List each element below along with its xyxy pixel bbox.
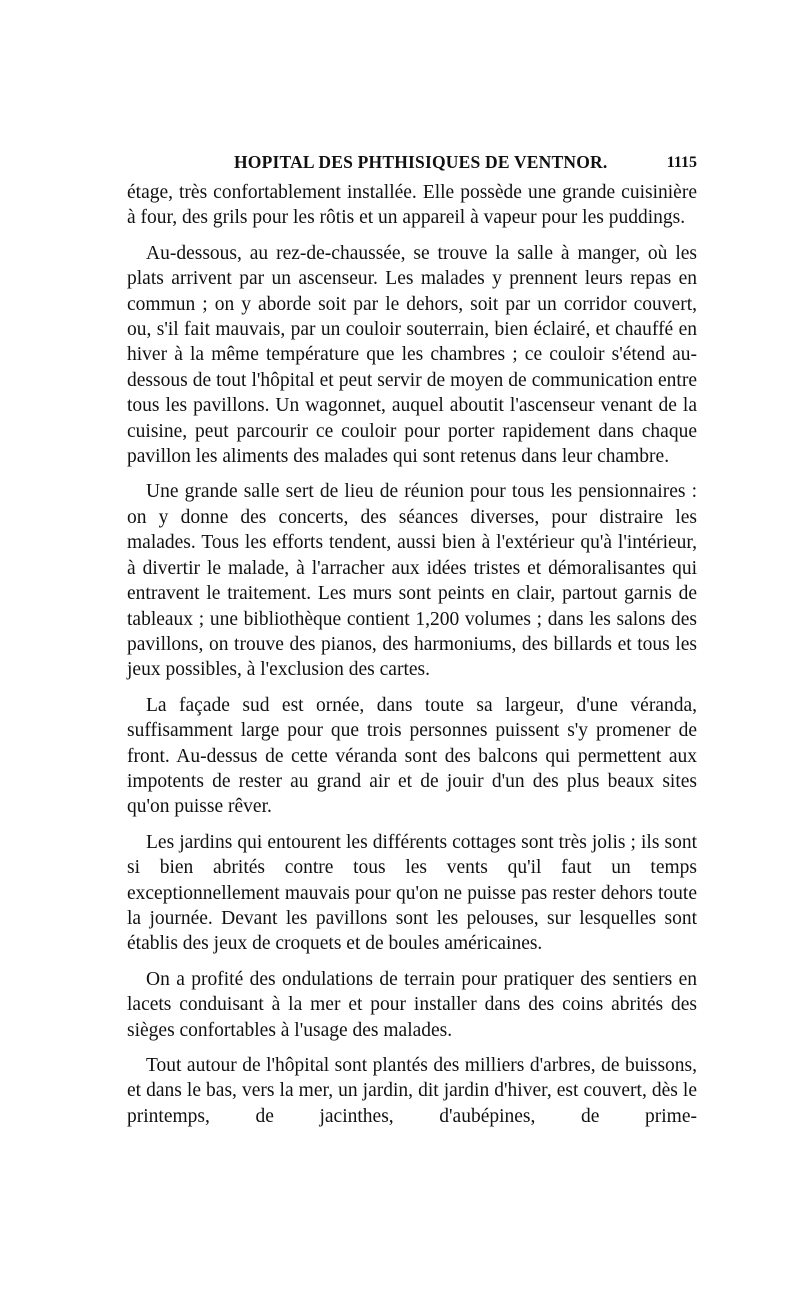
paragraph-dining-room: Au-dessous, au rez-de-chaussée, se trouve la salle à manger, où les plats arrivent par un ascenseur. Les malades y prennent leurs repas en commun ; on y aborde soit par le dehors, soit par un corridor couvert, ou, s'il fait mauvais, par un couloir souterrain, bien éclairé, et chauffé en hiver à la même température que les chambres ; ce couloir s'étend au-dessous de tout l'hôpital et peut servir de moyen de communication entre tous les pavillons. Un wagonnet, auquel aboutit l'ascenseur venant de la cuisine, peut parcourir ce couloir pour porter rapidement dans chaque pavillon les aliments des malades qui sont retenus dans leur chambre. [127,242,697,468]
body-text [127,180,697,1139]
running-title: HOPITAL DES PHTHISIQUES DE VENTNOR. [234,152,608,172]
paragraph-veranda: La façade sud est ornée, dans toute sa largeur, d'une véranda, suffisamment large pour que trois personnes puissent s'y promener de front. Au-dessus de cette véranda sont des balcons qui permettent aux impotents de rester au grand air et de jouir d'un des plus beaux sites qu'on puisse rêver. [127,694,697,818]
paragraph-meeting-hall: Une grande salle sert de lieu de réunion pour tous les pensionnaires : on y donne des concerts, des séances diverses, pour distraire les malades. Tous les efforts tendent, aussi bien à l'extérieur qu'à l'intérieur, à divertir le malade, à l'arracher aux idées tristes et démoralisantes qui entravent le traitement. Les murs sont peints en clair, partout garnis de tableaux ; une bibliothèque contient 1,200 volumes ; dans les salons des pavillons, on trouve des pianos, des harmoniums, des billards et tous les jeux possibles, à l'exclusion des cartes. [127,481,697,681]
running-head [127,148,697,178]
paragraph-paths: On a profité des ondulations de terrain pour pratiquer des sentiers en lacets conduisant à la mer et pour installer dans des coins abrités des sièges confortables à l'usage des malades. [127,968,697,1041]
page-number: 1115 [666,154,697,171]
paragraph-kitchen-continued: étage, très confortablement installée. Elle possède une grande cuisinière à four, des grils pour les rôtis et un appareil à vapeur pour les puddings. [127,182,697,229]
paragraph-trees: Tout autour de l'hôpital sont plantés des milliers d'arbres, de buissons, et dans le bas, vers la mer, un jardin, dit jardin d'hiver, est couvert, dès le printemps, de jacinthes, d'aubépines, de prime- [127,1055,697,1127]
paragraph-gardens: Les jardins qui entourent les différents cottages sont très jolis ; ils sont si bien abrités contre tous les vents qu'il faut un temps exceptionnellement mauvais pour qu'on ne puisse pas rester dehors toute la journée. Devant les pavillons sont les pelouses, sur lesquelles sont établis des jeux de croquets et de boules américaines. [127,831,697,955]
